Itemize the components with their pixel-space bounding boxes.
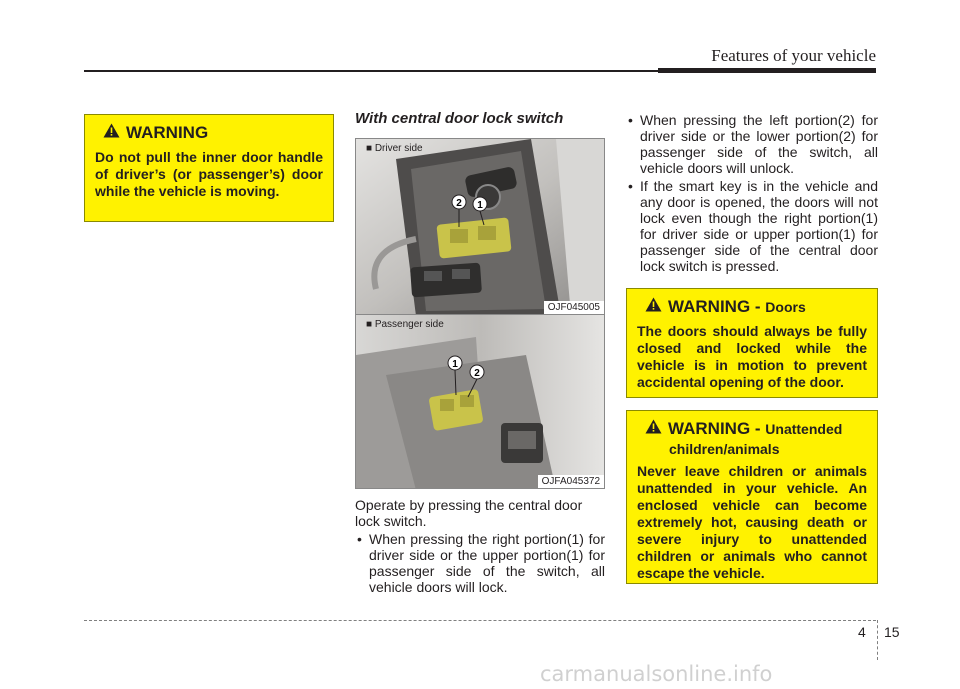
footer-divider <box>877 620 878 660</box>
warning-box-unattended <box>626 410 878 584</box>
photo-caption: ■ Driver side <box>366 143 423 154</box>
list-item: • If the smart key is in the vehicle and any door is opened, the doors will not lock even though the right portion(1) for driver side or upper portion(1) for passenger side of the central door lock switch is pressed. <box>626 178 878 274</box>
page-chapter: 4 <box>858 624 866 640</box>
list-item: • When pressing the right portion(1) for driver side or the upper portion(1) for passenger side of the switch, all vehicle doors will lock. <box>355 531 605 595</box>
warning-text: The doors should always be fully closed and locked while the vehicle is in motion to prevent accidental opening of the door. <box>637 323 867 390</box>
warning-text: Never leave children or animals unattended in your vehicle. An enclosed vehicle can become extremely hot, causing death or severe injury to unattended children or animals who cannot escape the vehicle. <box>637 463 867 581</box>
photo-caption: ■ Passenger side <box>366 319 444 330</box>
header-rule-accent <box>658 68 876 73</box>
warning-title-prefix: WARNING - <box>668 297 761 316</box>
intro-paragraph: Operate by pressing the central door lock switch. <box>355 497 583 529</box>
callout-1-label: 1 <box>452 359 458 370</box>
header-title: Features of your vehicle <box>711 46 876 65</box>
footer-rule <box>84 620 876 621</box>
passenger-door-panel-illustration <box>356 315 605 489</box>
section-title: With central door lock switch <box>355 110 564 127</box>
page-number: 15 <box>884 624 900 640</box>
callout-1-label: 1 <box>477 200 483 211</box>
warning-subtitle: Unattended <box>765 421 843 437</box>
driver-side-switch-photo <box>355 138 605 315</box>
warning-icon <box>645 297 662 317</box>
warning-title-prefix: WARNING - <box>668 419 761 438</box>
driver-door-panel-illustration <box>356 139 605 315</box>
warning-title <box>668 419 842 439</box>
warning-title: WARNING <box>126 123 209 142</box>
callout-2-label: 2 <box>456 198 462 209</box>
warning-box-doors <box>626 288 878 398</box>
warning-box-door-handle <box>84 114 334 222</box>
warning-text: Do not pull the inner door handle of driver’s (or passenger’s) door while the vehicle is moving. <box>95 149 323 199</box>
passenger-side-switch-photo <box>355 314 605 489</box>
photo-code: OJF045005 <box>544 301 604 314</box>
warning-subtitle-line2: children/animals <box>669 441 780 457</box>
warning-subtitle: Doors <box>765 299 806 315</box>
photo-code: OJFA045372 <box>538 475 604 488</box>
list-item: • When pressing the left portion(2) for driver side or the lower portion(2) for passenger side of the switch, all vehicle doors will unlock. <box>626 112 878 176</box>
bullet-list-unlock <box>626 112 878 276</box>
warning-icon <box>103 123 120 143</box>
callout-2-label: 2 <box>474 368 480 379</box>
bullet-list-lock <box>355 531 605 595</box>
warning-icon <box>645 419 662 439</box>
warning-title <box>668 297 806 317</box>
watermark: carmanualsonline.info <box>540 662 773 686</box>
